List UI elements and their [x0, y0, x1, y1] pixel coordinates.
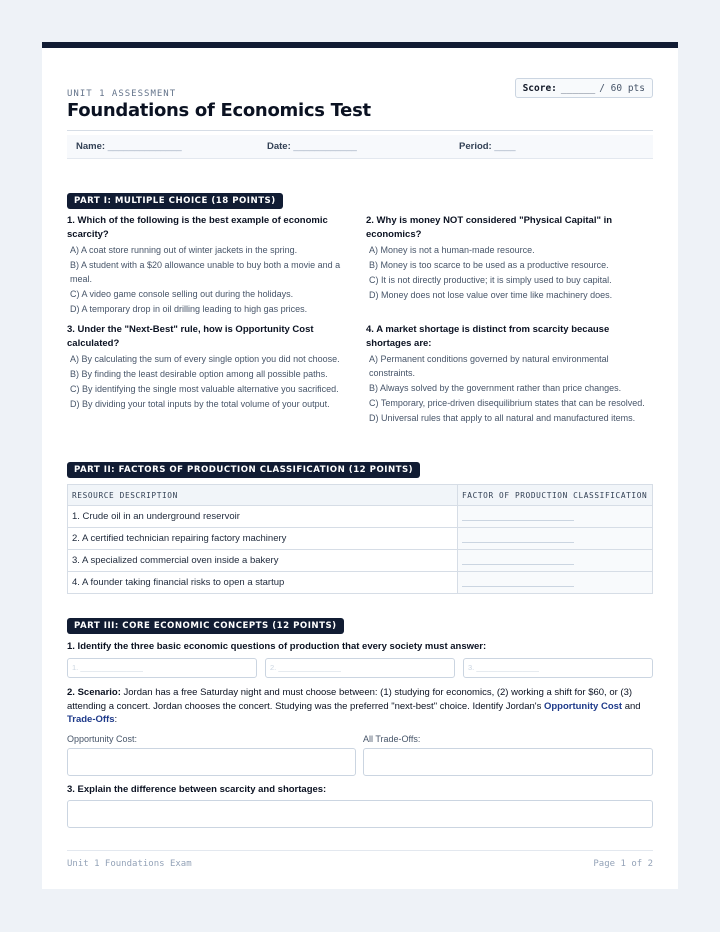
term-trade-offs: Trade-Offs: [67, 714, 115, 725]
option-d[interactable]: D) A temporary drop in oil drilling leading to high gas prices.: [70, 303, 308, 314]
opportunity-cost-label: Opportunity Cost:: [67, 734, 138, 744]
header-divider: [67, 130, 653, 131]
question-text: 3. Under the "Next-Best" rule, how is Opportunity Cost calculated?: [67, 324, 314, 349]
economic-question-box-3[interactable]: 3. _______________: [463, 658, 653, 678]
option-c[interactable]: C) It is not directly productive; it is simply used to buy capital.: [369, 275, 612, 285]
table-row: [68, 528, 653, 550]
option-c[interactable]: C) By identifying the single most valuable alternative you sacrificed.: [70, 384, 339, 394]
period-blank[interactable]: ____: [494, 141, 516, 152]
part2-heading: PART II: FACTORS OF PRODUCTION CLASSIFICATION (12 POINTS): [67, 462, 420, 478]
option-c[interactable]: C) A video game console selling out during the holidays.: [70, 288, 294, 299]
question-4: [366, 323, 652, 427]
option-b[interactable]: B) Always solved by the government rather than price changes.: [369, 382, 622, 393]
scarcity-shortage-answer-input[interactable]: [67, 800, 653, 828]
footer-divider: [67, 850, 653, 851]
option-d[interactable]: D) Universal rules that apply to all natural and manufactured items.: [369, 412, 636, 423]
classification-answer[interactable]: [458, 572, 653, 594]
economic-question-box-2[interactable]: 2. _______________: [265, 658, 455, 678]
option-b[interactable]: B) A student with a $20 allowance unable to buy both a movie and a meal.: [70, 260, 341, 284]
classification-answer[interactable]: [458, 528, 653, 550]
answer-line: [462, 564, 574, 565]
option-b[interactable]: B) By finding the least desirable option among all possible paths.: [70, 369, 328, 379]
part3-heading: PART III: CORE ECONOMIC CONCEPTS (12 POINTS): [67, 618, 344, 634]
option-a[interactable]: A) By calculating the sum of every single option you did not choose.: [70, 354, 340, 364]
table-row: [68, 550, 653, 572]
part3-question-1: 1. Identify the three basic economic questions of production that every society must answer:: [67, 641, 487, 652]
question-text: 4. A market shortage is distinct from scarcity because shortages are:: [366, 324, 610, 349]
footer-exam-name: Unit 1 Foundations Exam: [67, 859, 192, 869]
question-text: 2. Why is money NOT considered "Physical Capital" in economics?: [366, 215, 613, 240]
part3-question-3: 3. Explain the difference between scarcity and shortages:: [67, 784, 327, 795]
footer-page-number: Page 1 of 2: [593, 859, 653, 869]
term-colon: :: [114, 714, 118, 725]
resource-description: 1. Crude oil in an underground reservoir: [68, 506, 458, 528]
resource-description: 3. A specialized commercial oven inside a bakery: [68, 550, 458, 572]
date-label: Date:: [267, 141, 291, 152]
answer-line: [462, 520, 574, 521]
question-3: [67, 323, 353, 413]
factors-table: [67, 484, 653, 594]
part1-heading: PART I: MULTIPLE CHOICE (18 POINTS): [67, 193, 283, 209]
period-label: Period:: [459, 141, 492, 152]
term-opportunity-cost: Opportunity Cost: [543, 700, 623, 712]
col-factor-classification: FACTOR OF PRODUCTION CLASSIFICATION: [458, 485, 653, 506]
answer-line: [462, 542, 574, 543]
exam-page: [42, 42, 678, 889]
score-total: / 60 pts: [599, 82, 645, 94]
date-blank[interactable]: ____________: [293, 141, 357, 152]
unit-label: UNIT 1 ASSESSMENT: [67, 89, 177, 99]
classification-answer[interactable]: [458, 506, 653, 528]
col-resource-description: RESOURCE DESCRIPTION: [68, 485, 458, 506]
table-header-row: [68, 485, 653, 506]
scenario-label: Scenario:: [77, 687, 121, 698]
trade-offs-label: All Trade-Offs:: [363, 734, 421, 744]
option-a[interactable]: A) Money is not a human-made resource.: [369, 245, 535, 255]
resource-description: 4. A founder taking financial risks to open a startup: [68, 572, 458, 594]
term-conjunction: and: [624, 700, 641, 712]
scenario-text: Jordan has a free Saturday night and must choose between: (1) studying for economics, (2) working a shift for $60, or (3) attending a concert. Jordan chooses the concert. Studying was the preferred "next-best" choice. Identify Jordan's: [67, 687, 633, 712]
option-c[interactable]: C) Temporary, price-driven disequilibrium states that can be resolved.: [369, 397, 645, 408]
name-blank[interactable]: ______________: [107, 141, 182, 152]
page-title: Foundations of Economics Test: [67, 100, 371, 121]
opportunity-cost-input[interactable]: [67, 748, 356, 776]
answer-line: [462, 586, 574, 587]
classification-answer[interactable]: [458, 550, 653, 572]
date-field[interactable]: [267, 141, 357, 152]
option-d[interactable]: D) By dividing your total inputs by the total volume of your output.: [70, 399, 330, 409]
score-label: Score:: [522, 82, 557, 94]
economic-question-box-1[interactable]: 1. _______________: [67, 658, 257, 678]
option-d[interactable]: D) Money does not lose value over time like machinery does.: [369, 290, 613, 300]
option-b[interactable]: B) Money is too scarce to be used as a productive resource.: [369, 260, 609, 270]
trade-offs-input[interactable]: [363, 748, 653, 776]
option-a[interactable]: A) Permanent conditions governed by natural environmental constraints.: [369, 354, 609, 378]
question-2: [366, 214, 652, 304]
period-field[interactable]: [459, 141, 516, 152]
question-number: 2.: [67, 687, 75, 698]
score-blank[interactable]: ______: [560, 82, 596, 94]
option-a[interactable]: A) A coat store running out of winter jackets in the spring.: [70, 245, 298, 255]
table-row: [68, 506, 653, 528]
table-row: [68, 572, 653, 594]
question-text: 1. Which of the following is the best example of economic scarcity?: [67, 215, 328, 240]
question-1: [67, 214, 353, 318]
score-box: [515, 78, 653, 98]
name-field[interactable]: [76, 141, 182, 152]
resource-description: 2. A certified technician repairing factory machinery: [68, 528, 458, 550]
part3-question-2: [67, 686, 653, 727]
name-label: Name:: [76, 141, 106, 152]
student-info-bar: [67, 135, 653, 159]
